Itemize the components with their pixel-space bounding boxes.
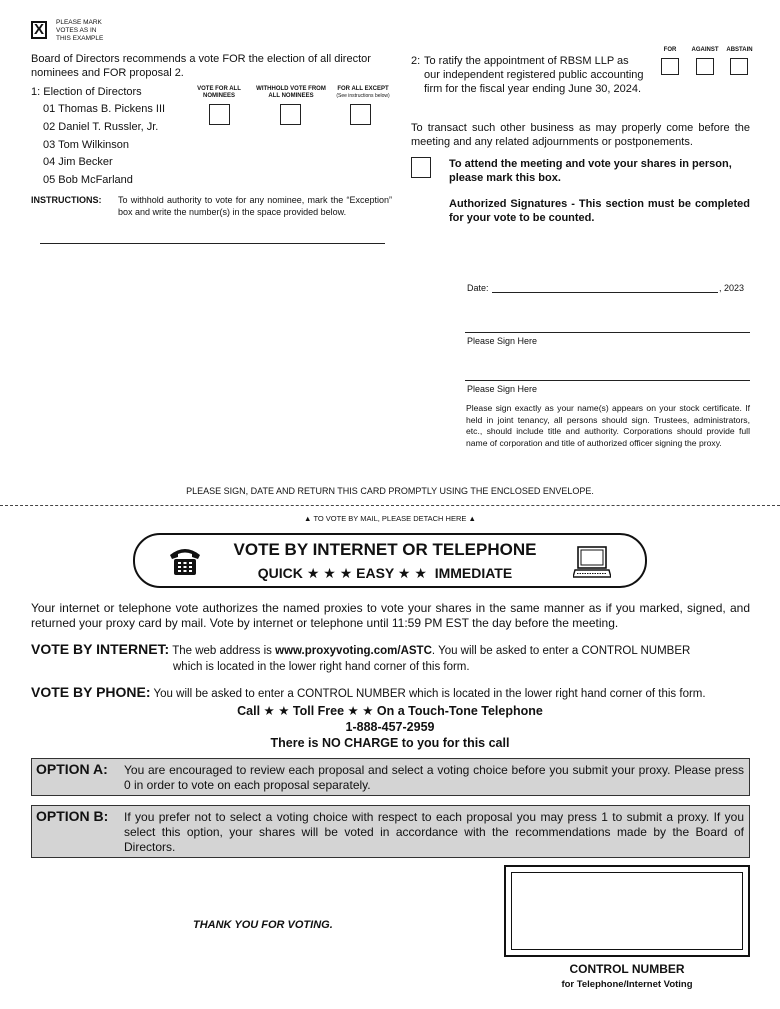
- sign-here-label-1: Please Sign Here: [467, 336, 538, 346]
- star-icon: ★ ★ ★: [306, 565, 353, 581]
- star-icon: ★ ★: [397, 565, 427, 581]
- option-a-text: You are encouraged to review each proposal and select a voting choice before you submit your proxy. Please press 0 in order to vote on each proposal separately.: [124, 763, 744, 792]
- other-business-text: To transact such other business as may properly come before the meeting and any related adjournments or postponements.: [411, 122, 750, 148]
- triangle-up-icon: ▲: [468, 514, 476, 523]
- attend-meeting-text: To attend the meeting and vote your shares in person, please mark this box.: [449, 158, 732, 184]
- date-year: , 2023: [719, 283, 745, 293]
- detach-line: [0, 505, 780, 506]
- return-instructions: PLEASE SIGN, DATE AND RETURN THIS CARD PROMPTLY USING THE ENCLOSED ENVELOPE.: [186, 486, 594, 496]
- nominee-item: 05 Bob McFarland: [43, 174, 133, 186]
- proposal-1-title: 1: Election of Directors: [31, 86, 142, 98]
- control-number-title: CONTROL NUMBER: [569, 962, 685, 976]
- date-input-line[interactable]: [492, 292, 718, 293]
- option-b-box: [31, 805, 750, 858]
- control-number-inner-box: [511, 872, 743, 950]
- option-b-text: If you prefer not to select a voting choice with respect to each proposal you may press 1 to submit a proxy. If you select this option, your shares will be voted in accordance with the recommendations made by the Board of Directors.: [124, 810, 744, 854]
- call-toll-free: Call ★ ★ Toll Free ★ ★ On a Touch-Tone Telephone: [237, 704, 543, 718]
- option-a-box: [31, 758, 750, 796]
- detach-text: TO VOTE BY MAIL, PLEASE DETACH HERE: [313, 514, 467, 523]
- control-number-subtitle: for Telephone/Internet Voting: [561, 979, 693, 990]
- option-a-label: OPTION A:: [36, 761, 108, 777]
- internet-pre: The web address is: [172, 645, 272, 657]
- proposal-2-text: To ratify the appointment of RBSM LLP as our independent registered public accounting firm for the fiscal year ending June 30, 2024.: [424, 55, 644, 95]
- col-against: AGAINST: [691, 47, 719, 53]
- control-number-box: [504, 865, 750, 957]
- nominee-item: 04 Jim Becker: [43, 156, 113, 168]
- mark-example-text: PLEASE MARK VOTES AS IN THIS EXAMPLE: [56, 19, 104, 42]
- phone-text: You will be asked to enter a CONTROL NUMBER which is located in the lower right hand corner of this form.: [153, 688, 706, 700]
- banner-subtitle: [215, 564, 555, 582]
- no-charge-text: There is NO CHARGE to you for this call: [270, 736, 510, 750]
- col-vote-for-all: VOTE FOR ALL NOMINEES: [197, 86, 241, 99]
- vote-banner: [133, 533, 647, 588]
- checkbox-vote-for-all[interactable]: [209, 104, 230, 125]
- instructions-text: To withhold authority to vote for any nominee, mark the “Exception” box and write the number(s) in the space provided below.: [118, 195, 392, 217]
- thank-you-text: THANK YOU FOR VOTING.: [193, 919, 333, 931]
- internet-post: . You will be asked to enter a CONTROL NUMBER: [431, 645, 691, 657]
- col-for: FOR: [663, 47, 677, 53]
- detach-instructions: [0, 514, 780, 523]
- internet-line2: which is located in the lower right hand corner of this form.: [173, 661, 470, 673]
- computer-icon: [573, 546, 611, 580]
- board-recommendation: Board of Directors recommends a vote FOR the election of all director nominees and FOR proposal 2.: [31, 53, 371, 79]
- nominee-item: 01 Thomas B. Pickens III: [43, 103, 166, 115]
- telephone-icon: [168, 545, 202, 577]
- authorize-text: Your internet or telephone vote authorizes the named proxies to vote your shares in the same manner as if you marked, signed, and returned your proxy card by mail. Vote by internet or telephone until 11:59 PM EST the day before the meeting.: [31, 601, 750, 630]
- phone-section: [31, 684, 771, 703]
- instructions-label: INSTRUCTIONS:: [31, 195, 102, 205]
- checkbox-withhold-all[interactable]: [280, 104, 301, 125]
- authorized-signatures-text: Authorized Signatures - This section must be completed for your vote to be counted.: [449, 198, 750, 224]
- checkbox-proposal2-abstain[interactable]: [730, 58, 748, 75]
- mark-example-box: X: [31, 21, 47, 39]
- internet-label: VOTE BY INTERNET:: [31, 641, 170, 657]
- banner-title: VOTE BY INTERNET OR TELEPHONE: [233, 540, 537, 559]
- checkbox-for-all-except[interactable]: [350, 104, 371, 125]
- phone-label: VOTE BY PHONE:: [31, 684, 151, 700]
- col-for-all-except: FOR ALL EXCEPT (See instructions below): [336, 86, 390, 99]
- col-abstain: ABSTAIN: [726, 47, 753, 53]
- signature-line-2[interactable]: [465, 380, 750, 381]
- banner-immediate: IMMEDIATE: [434, 565, 513, 581]
- col-withhold: WITHHOLD VOTE FROM ALL NOMINEES: [256, 86, 326, 99]
- banner-quick: QUICK: [257, 565, 303, 581]
- col-except-note: (See instructions below): [336, 93, 390, 99]
- checkbox-proposal2-for[interactable]: [661, 58, 679, 75]
- internet-section: [31, 641, 771, 660]
- exception-write-line[interactable]: [40, 243, 385, 244]
- triangle-up-icon: ▲: [304, 514, 312, 523]
- phone-number: 1-888-457-2959: [345, 720, 435, 734]
- signature-line-1[interactable]: [465, 332, 750, 333]
- banner-easy: EASY: [356, 565, 395, 581]
- date-label: Date:: [467, 283, 489, 293]
- signing-instructions: Please sign exactly as your name(s) appears on your stock certificate. If held in joint tenancy, all persons should sign. Trustees, administrators, etc., should include title and authority. Corporations should provide full name of corporation and title of authorized officer signing the proxy.: [466, 403, 750, 448]
- internet-url-link[interactable]: www.proxyvoting.com/ASTC: [275, 645, 432, 657]
- nominee-item: 03 Tom Wilkinson: [43, 139, 129, 151]
- checkbox-attend-meeting[interactable]: [411, 157, 431, 178]
- sign-here-label-2: Please Sign Here: [467, 384, 538, 394]
- checkbox-proposal2-against[interactable]: [696, 58, 714, 75]
- option-b-label: OPTION B:: [36, 808, 109, 824]
- proposal-2-number: 2:: [411, 55, 421, 67]
- nominee-item: 02 Daniel T. Russler, Jr.: [43, 121, 159, 133]
